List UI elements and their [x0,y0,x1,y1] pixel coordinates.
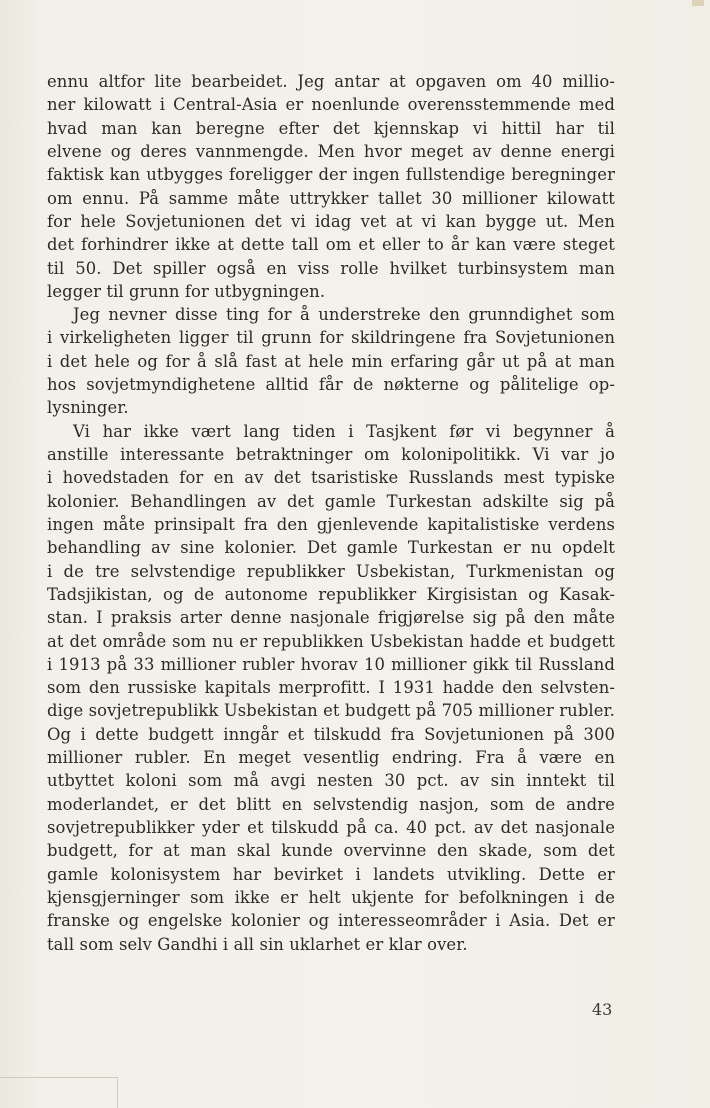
text-line: lysninger. [47,398,129,418]
text-line: Tadsjikistan, og de autonome republikker Kirgisistan og Kasak- [47,584,615,604]
scan-edge-tick [117,1077,118,1108]
text-line: kjensgjerninger som ikke er helt ukjente for befolkningen i de [47,887,615,907]
text-line: hos sovjetmyndighetene alltid får de nøkterne og pålitelige op- [47,375,615,395]
text-line: hvad man kan beregne efter det kjennskap vi hittil har til [47,118,615,138]
text-line: til 50. Det spiller også en viss rolle hvilket turbinsystem man [47,258,615,278]
text-line: stan. I praksis arter denne nasjonale frigjørelse sig på den måte [47,608,615,628]
text-line: i virkeligheten ligger til grunn for skildringene fra Sovjetunionen [47,328,615,348]
text-line: i det hele og for å slå fast at hele min erfaring går ut på at man [47,351,615,371]
text-line: i 1913 på 33 millioner rubler hvorav 10 millioner gikk til Russland [47,654,615,674]
text-line: budgett, for at man skal kunde overvinne den skade, som det [47,841,615,861]
text-line: tall som selv Gandhi i all sin uklarhet er klar over. [47,934,468,954]
text-line: franske og engelske kolonier og interesseområder i Asia. Det er [47,911,615,931]
text-line: legger til grunn for utbygningen. [47,281,326,301]
text-line: Jeg nevner disse ting for å understreke den grunndighet som [73,305,615,325]
text-line: at det område som nu er republikken Usbekistan hadde et budgett [47,631,615,651]
page-number: 43 [592,1000,613,1019]
text-line: for hele Sovjetunionen det vi idag vet at vi kan bygge ut. Men [47,211,615,231]
text-line: Vi har ikke vært lang tiden i Tasjkent før vi begynner å [73,421,615,441]
text-line: elvene og deres vannmengde. Men hvor meget av denne energi [47,141,615,161]
text-line: anstille interessante betraktninger om kolonipolitikk. Vi var jo [47,445,615,464]
scan-edge-line [0,1077,118,1078]
text-line: ennu altfor lite bearbeidet. Jeg antar at opgaven om 40 millio- [47,72,615,91]
text-line: dige sovjetrepublikk Usbekistan et budgett på 705 millioner rubler. [47,701,615,721]
text-line: faktisk kan utbygges foreligger der ingen fullstendige beregninger [47,165,615,185]
text-line: ingen måte prinsipalt fra den gjenlevende kapitalistiske verdens [47,514,615,534]
text-line: sovjetrepublikker yder et tilskudd på ca. 40 pct. av det nasjonale [47,818,615,837]
text-line: moderlandet, er det blitt en selvstendig nasjon, som de andre [47,794,615,814]
text-line: det forhindrer ikke at dette tall om et eller to år kan være steget [47,235,615,255]
text-line: kolonier. Behandlingen av det gamle Turkestan adskilte sig på [47,491,615,511]
text-line: i hovedstaden for en av det tsaristiske Russlands mest typiske [47,468,615,488]
text-line: utbyttet koloni som må avgi nesten 30 pct. av sin inntekt til [47,771,615,791]
text-line: som den russiske kapitals merprofitt. I 1931 hadde den selvsten- [47,678,615,698]
text-line: Og i dette budgett inngår et tilskudd fra Sovjetunionen på 300 [47,724,615,744]
body-text [47,70,615,956]
text-line: behandling av sine kolonier. Det gamle Turkestan er nu opdelt [47,538,615,558]
text-line: ner kilowatt i Central-Asia er noenlunde overensstemmende med [47,95,615,115]
page-corner-stain [692,0,704,6]
text-line: om ennu. På samme måte uttrykker tallet 30 millioner kilowatt [47,188,615,208]
text-line: i de tre selvstendige republikker Usbekistan, Turkmenistan og [47,561,615,581]
text-line: gamle kolonisystem har bevirket i landets utvikling. Dette er [47,864,615,884]
text-line: millioner rubler. En meget vesentlig endring. Fra å være en [47,748,615,768]
